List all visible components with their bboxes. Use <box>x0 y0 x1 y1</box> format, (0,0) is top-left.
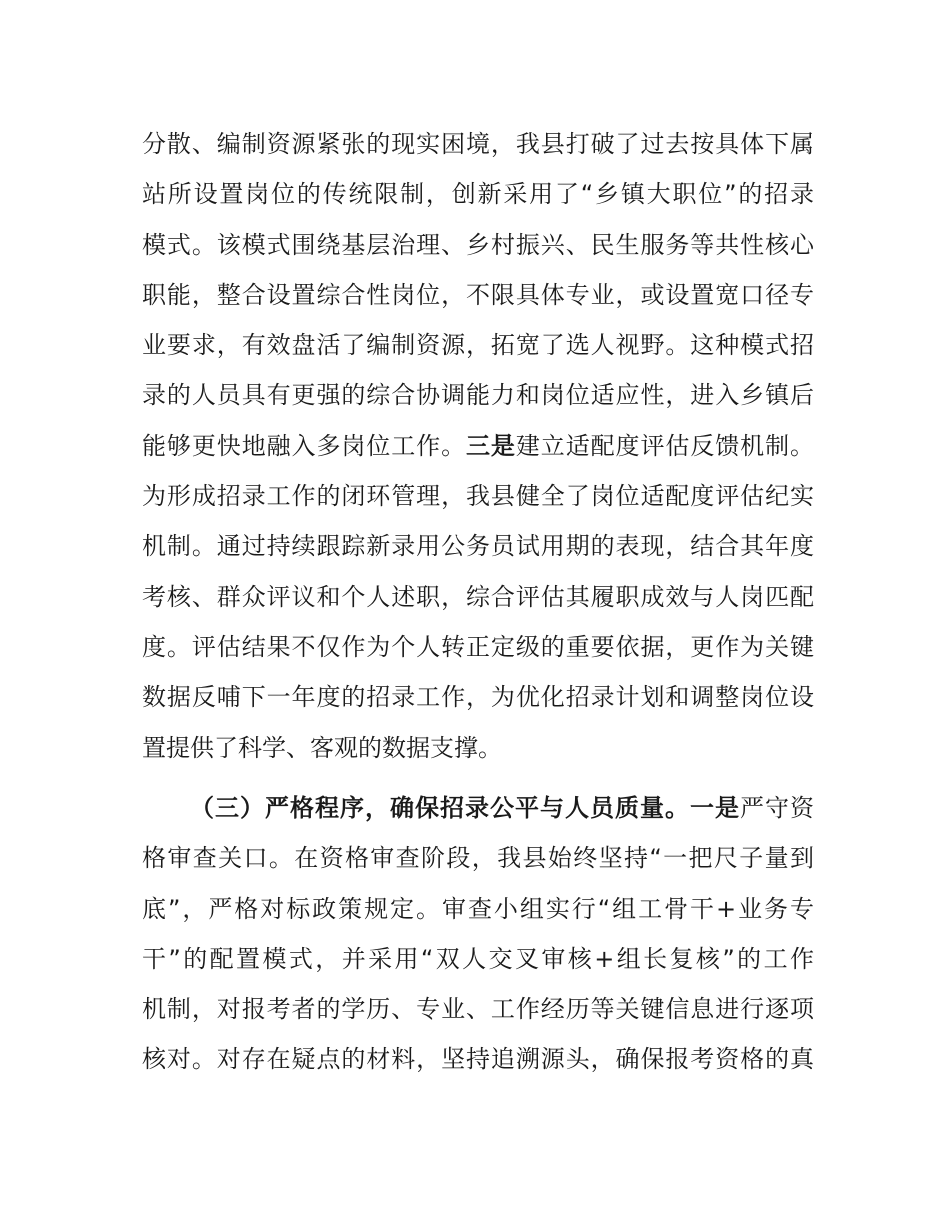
text-segment: 分散、编制资源紧张的现实困境，我县打破了过去按具体下属 <box>142 130 814 158</box>
text-segment: 模式。该模式围绕基层治理、乡村振兴、民生服务等共性核心 <box>142 230 814 259</box>
text-line <box>142 270 814 320</box>
text-segment: 录的人员具有更强的综合协调能力和岗位适应性，进入乡镇后 <box>142 381 814 410</box>
text-line <box>142 783 814 833</box>
text-segment: 底”，严格对标政策规定。审查小组实行“组工骨干+业务专 <box>142 894 814 923</box>
text-segment: 业要求，有效盘活了编制资源，拓宽了选人视野。这种模式招 <box>142 331 814 360</box>
text-line <box>142 370 814 420</box>
text-line <box>142 934 814 984</box>
text-segment: 度。评估结果不仅作为个人转正定级的重要依据，更作为关键 <box>142 632 814 661</box>
text-segment: 考核、群众评议和个人述职，综合评估其履职成效与人岗匹配 <box>142 582 814 611</box>
text-line <box>142 984 814 1034</box>
text-segment: 核对。对存在疑点的材料，坚持追溯源头，确保报考资格的真 <box>142 1045 814 1074</box>
text-line <box>142 421 814 471</box>
text-segment: 干”的配置模式，并采用“双人交叉审核+组长复核”的工作 <box>142 944 814 973</box>
text-line <box>142 169 814 219</box>
paragraph-2 <box>142 783 814 1085</box>
text-segment: 数据反哺下一年度的招录工作，为优化招录计划和调整岗位设 <box>142 683 814 712</box>
bold-text-segment: 三是 <box>466 431 516 460</box>
text-line <box>142 572 814 622</box>
text-line <box>142 320 814 370</box>
text-segment: 能够更快地融入多岗位工作。 <box>142 431 466 460</box>
text-segment: 机制。通过持续跟踪新录用公务员试用期的表现，结合其年度 <box>142 532 814 561</box>
text-line <box>142 119 814 169</box>
text-line <box>142 723 814 773</box>
bold-text-segment: 一是 <box>690 794 740 822</box>
text-line <box>142 521 814 571</box>
text-line <box>142 1034 814 1084</box>
text-segment: 建立适配度评估反馈机制。 <box>515 431 815 460</box>
text-segment: 格审查关口。在资格审查阶段，我县始终坚持“一把尺子量到 <box>142 844 814 873</box>
text-segment: 严守资 <box>740 794 814 822</box>
text-segment: 站所设置岗位的传统限制，创新采用了“乡镇大职位”的招录 <box>142 180 814 209</box>
bold-text-segment: （三）严格程序，确保招录公平与人员质量。 <box>190 794 690 822</box>
text-line <box>142 884 814 934</box>
text-segment: 机制，对报考者的学历、专业、工作经历等关键信息进行逐项 <box>142 995 814 1024</box>
text-segment: 为形成招录工作的闭环管理，我县健全了岗位适配度评估纪实 <box>142 482 814 511</box>
text-line <box>142 672 814 722</box>
text-line <box>142 833 814 883</box>
text-segment: 职能，整合设置综合性岗位，不限具体专业，或设置宽口径专 <box>142 280 814 309</box>
text-segment: 置提供了科学、客观的数据支撑。 <box>142 733 502 762</box>
paragraph-1 <box>142 119 814 773</box>
text-line <box>142 220 814 270</box>
text-line <box>142 622 814 672</box>
text-line <box>142 471 814 521</box>
